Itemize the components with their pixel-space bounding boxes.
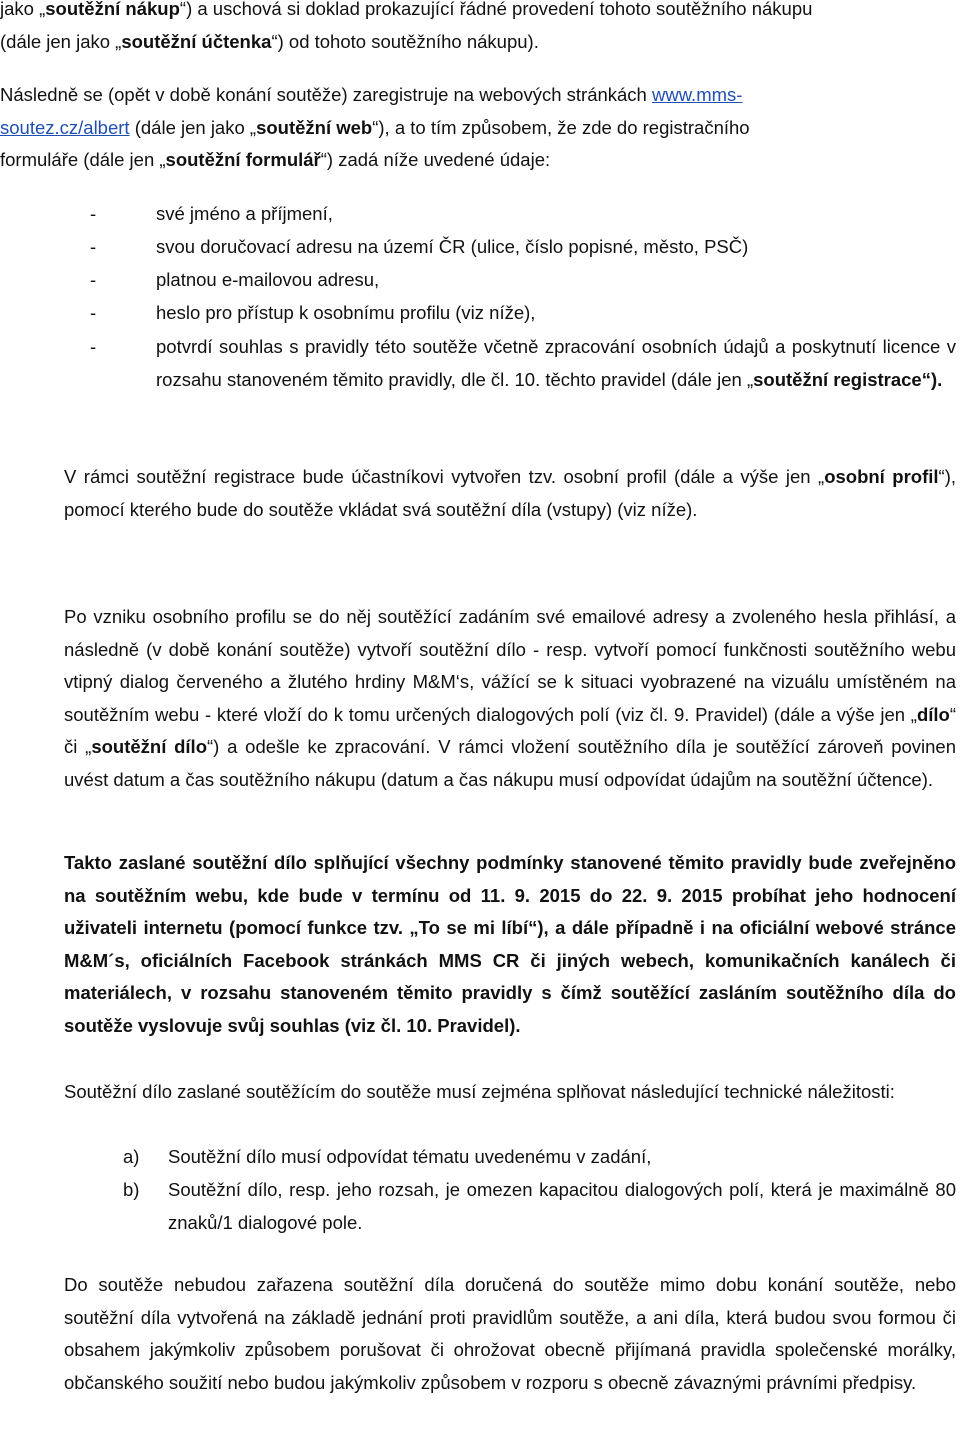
requirement-text: Soutěžní dílo musí odpovídat tématu uvedenému v zadání,: [168, 1146, 652, 1167]
list-bullet: -: [90, 336, 97, 357]
list-item: [0, 198, 960, 231]
profile-paragraph: V rámci soutěžní registrace bude účastníkovi vytvořen tzv. osobní profil (dále a výše jen „osobní profil“), pomocí kterého bude do soutěže vkládat svá soutěžní díla (vstupy) (viz níže).: [64, 466, 956, 520]
list-item-text: svou doručovací adresu na území ČR (ulice, číslo popisné, město, PSČ): [156, 236, 749, 257]
list-item: [0, 331, 960, 431]
intro-line-1: jako „soutěžní nákup“) a uschová si doklad prokazující řádné provedení tohoto soutěžního nákupu: [0, 0, 813, 19]
list-bullet: -: [90, 236, 97, 257]
work-paragraph: Po vzniku osobního profilu se do něj soutěžící zadáním své emailové adresy a zvoleného hesla přihlásí, a následně (v době konání soutěže) vytvoří soutěžní dílo - resp. vytvoří pomocí funkčnosti soutěžního webu vtipný dialog červeného a žlutého hrdiny M&M‘s, vážící se k situaci vyobrazené na vizuálu umístěném na soutěžním webu - které vloží do k tomu určených dialogových polí (viz čl. 9. Pravidel) (dále a výše jen „dílo“ či „soutěžní dílo“) a odešle ke zpracování. V rámci vložení soutěžního díla je soutěžící zároveň povinen uvést datum a čas soutěžního nákupu (datum a čas nákupu musí odpovídat údajům na soutěžní účtence).: [64, 606, 956, 790]
list-bullet: -: [90, 269, 97, 290]
publication-paragraph: Takto zaslané soutěžní dílo splňující všechny podmínky stanovené těmito pravidly bude zveřejněno na soutěžním webu, kde bude v termínu od 11. 9. 2015 do 22. 9. 2015 probíhat jeho hodnocení uživateli internetu (pomocí funkce tzv. „To se mi líbí“), a dále případně i na oficiální webové stránce M&M´s, oficiálních Facebook stránkách MMS CR či jiných webech, komunikačních kanálech či materiálech, v rozsahu stanoveném těmito pravidly s čímž soutěžící zasláním soutěžního díla do soutěže vyslovuje svůj souhlas (viz čl. 10. Pravidel).: [64, 852, 956, 1036]
competition-web-link[interactable]: www.mms-: [652, 84, 743, 105]
list-item-text: platnou e-mailovou adresu,: [156, 269, 380, 290]
list-item-text: své jméno a příjmení,: [156, 203, 333, 224]
registration-line-3: formuláře (dále jen „soutěžní formulář“) zadá níže uvedené údaje:: [0, 149, 551, 171]
registration-line-1: Následně se (opět v době konání soutěže) zaregistruje na webových stránkách www.mms-: [0, 84, 743, 105]
requirement-item: [0, 1174, 960, 1240]
intro-line-2: (dále jen jako „soutěžní účtenka“) od tohoto soutěžního nákupu).: [0, 30, 539, 52]
list-item: [0, 297, 960, 330]
requirement-text: Soutěžní dílo, resp. jeho rozsah, je omezen kapacitou dialogových polí, která je maximálně 80 znaků/1 dialogové pole.: [168, 1179, 956, 1233]
registration-paragraph: [0, 79, 956, 177]
exclusion-paragraph: Do soutěže nebudou zařazena soutěžní díla doručená do soutěže mimo dobu konání soutěže, nebo soutěžní díla vytvořená na základě jednání proti pravidlům soutěže, a ani díla, která budou svou formou či obsahem jakýmkoliv způsobem porušovat či ohrožovat obecně přijímaná pravidla společenské morálky, občanského soužití nebo budou jakýmkoliv způsobem v rozporu s obecně závaznými právními předpisy.: [64, 1274, 956, 1393]
requirement-item: [0, 1141, 960, 1174]
list-item-text: potvrdí souhlas s pravidly této soutěže včetně zpracování osobních údajů a poskytnutí licence v rozsahu stanoveném těmito pravidly, dle čl. 10. těchto pravidel (dále jen „soutěžní registrace“).: [156, 336, 956, 390]
list-item: [0, 264, 960, 297]
requirement-label: b): [123, 1179, 140, 1200]
list-bullet: -: [90, 203, 97, 224]
intro-paragraph: [0, 0, 956, 58]
technical-requirements-intro: Soutěžní dílo zaslané soutěžícím do soutěže musí zejména splňovat následující technické náležitosti:: [64, 1081, 895, 1102]
requirement-label: a): [123, 1146, 140, 1167]
list-item: [0, 231, 960, 264]
registration-line-2: soutez.cz/albert (dále jen jako „soutěžní web“), a to tím způsobem, že zde do registračního: [0, 116, 750, 138]
competition-web-link-cont[interactable]: soutez.cz/albert: [0, 116, 130, 138]
list-bullet: -: [90, 302, 97, 323]
list-item-text: heslo pro přístup k osobnímu profilu (viz níže),: [156, 302, 536, 323]
